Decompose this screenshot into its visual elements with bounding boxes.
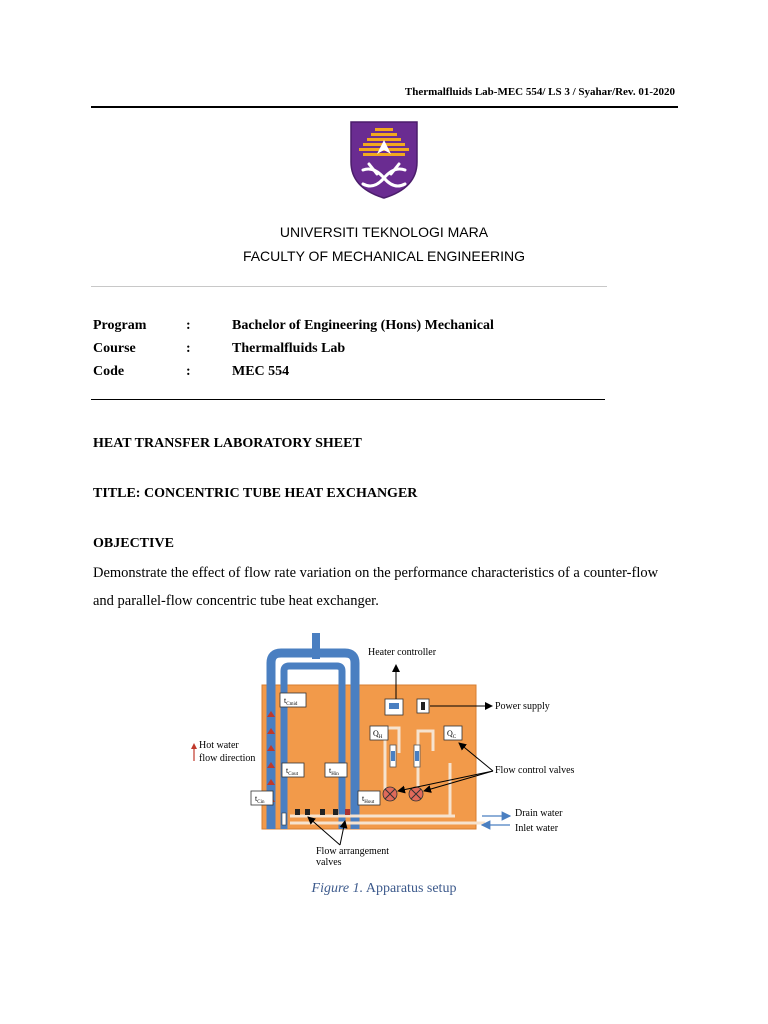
info-value: Thermalfluids Lab: [232, 341, 346, 356]
info-label: Course: [93, 341, 136, 356]
label-t-cin: t: [255, 794, 258, 803]
info-value: MEC 554: [232, 364, 290, 379]
document-title: TITLE: CONCENTRIC TUBE HEAT EXCHANGER: [93, 486, 418, 501]
top-outlet-pipe: [312, 633, 320, 659]
label-t-hout: t: [362, 794, 365, 803]
apparatus-figure: [185, 633, 585, 868]
label-heater-controller: Heater controller: [368, 647, 437, 658]
info-separator: :: [186, 318, 191, 333]
info-separator: :: [186, 341, 191, 356]
label-q-h: Q: [373, 729, 379, 738]
label-t-hin-sub: Hin: [331, 772, 339, 777]
label-q-c-sub: C: [452, 735, 457, 740]
info-label: Code: [93, 364, 125, 379]
label-inlet-water: Inlet water: [515, 823, 559, 834]
label-drain-water: Drain water: [515, 808, 563, 819]
label-t-cmid: t: [284, 696, 287, 705]
label-t-cmid-sub: Cmid: [286, 702, 298, 707]
caption-text: Apparatus setup: [363, 881, 457, 896]
caption-label: Figure 1.: [311, 881, 364, 896]
faculty-name: FACULTY OF MECHANICAL ENGINEERING: [242, 248, 526, 264]
label-t-hin: t: [329, 766, 332, 775]
label-flow-control-valves: Flow control valves: [495, 765, 575, 776]
label-t-hout-sub: Hout: [364, 800, 375, 805]
header-divider: [91, 106, 678, 108]
info-value: Bachelor of Engineering (Hons) Mechanical: [232, 318, 494, 333]
sheet-heading: HEAT TRANSFER LABORATORY SHEET: [93, 436, 362, 451]
label-flow-arrangement: Flow arrangement: [316, 846, 390, 857]
label-hot-water: Hot water: [199, 740, 239, 751]
university-crest-logo: [349, 120, 419, 200]
objective-heading: OBJECTIVE: [93, 536, 174, 551]
objective-text: Demonstrate the effect of flow rate variation on the performance characteristics of a counter-flow and parallel-flow concentric tube heat exchanger.: [93, 565, 659, 609]
label-power-supply: Power supply: [495, 701, 550, 712]
label-t-cout-sub: Cout: [288, 772, 298, 777]
label-q-h-sub: H: [378, 735, 383, 740]
figure-caption: [0, 881, 768, 897]
document-reference: Thermalfluids Lab-MEC 554/ LS 3 / Syahar/Rev. 01-2020: [404, 86, 675, 98]
label-t-cin-sub: Cin: [257, 800, 265, 805]
label-q-c: Q: [447, 729, 453, 738]
label-t-cout: t: [286, 766, 289, 775]
university-name: UNIVERSITI TEKNOLOGI MARA: [279, 224, 489, 240]
info-divider: [91, 399, 605, 400]
label-valves: valves: [316, 857, 342, 868]
info-label: Program: [93, 318, 147, 333]
label-flow-direction: flow direction: [199, 753, 256, 764]
section-divider: [91, 286, 607, 287]
info-separator: :: [186, 364, 191, 379]
